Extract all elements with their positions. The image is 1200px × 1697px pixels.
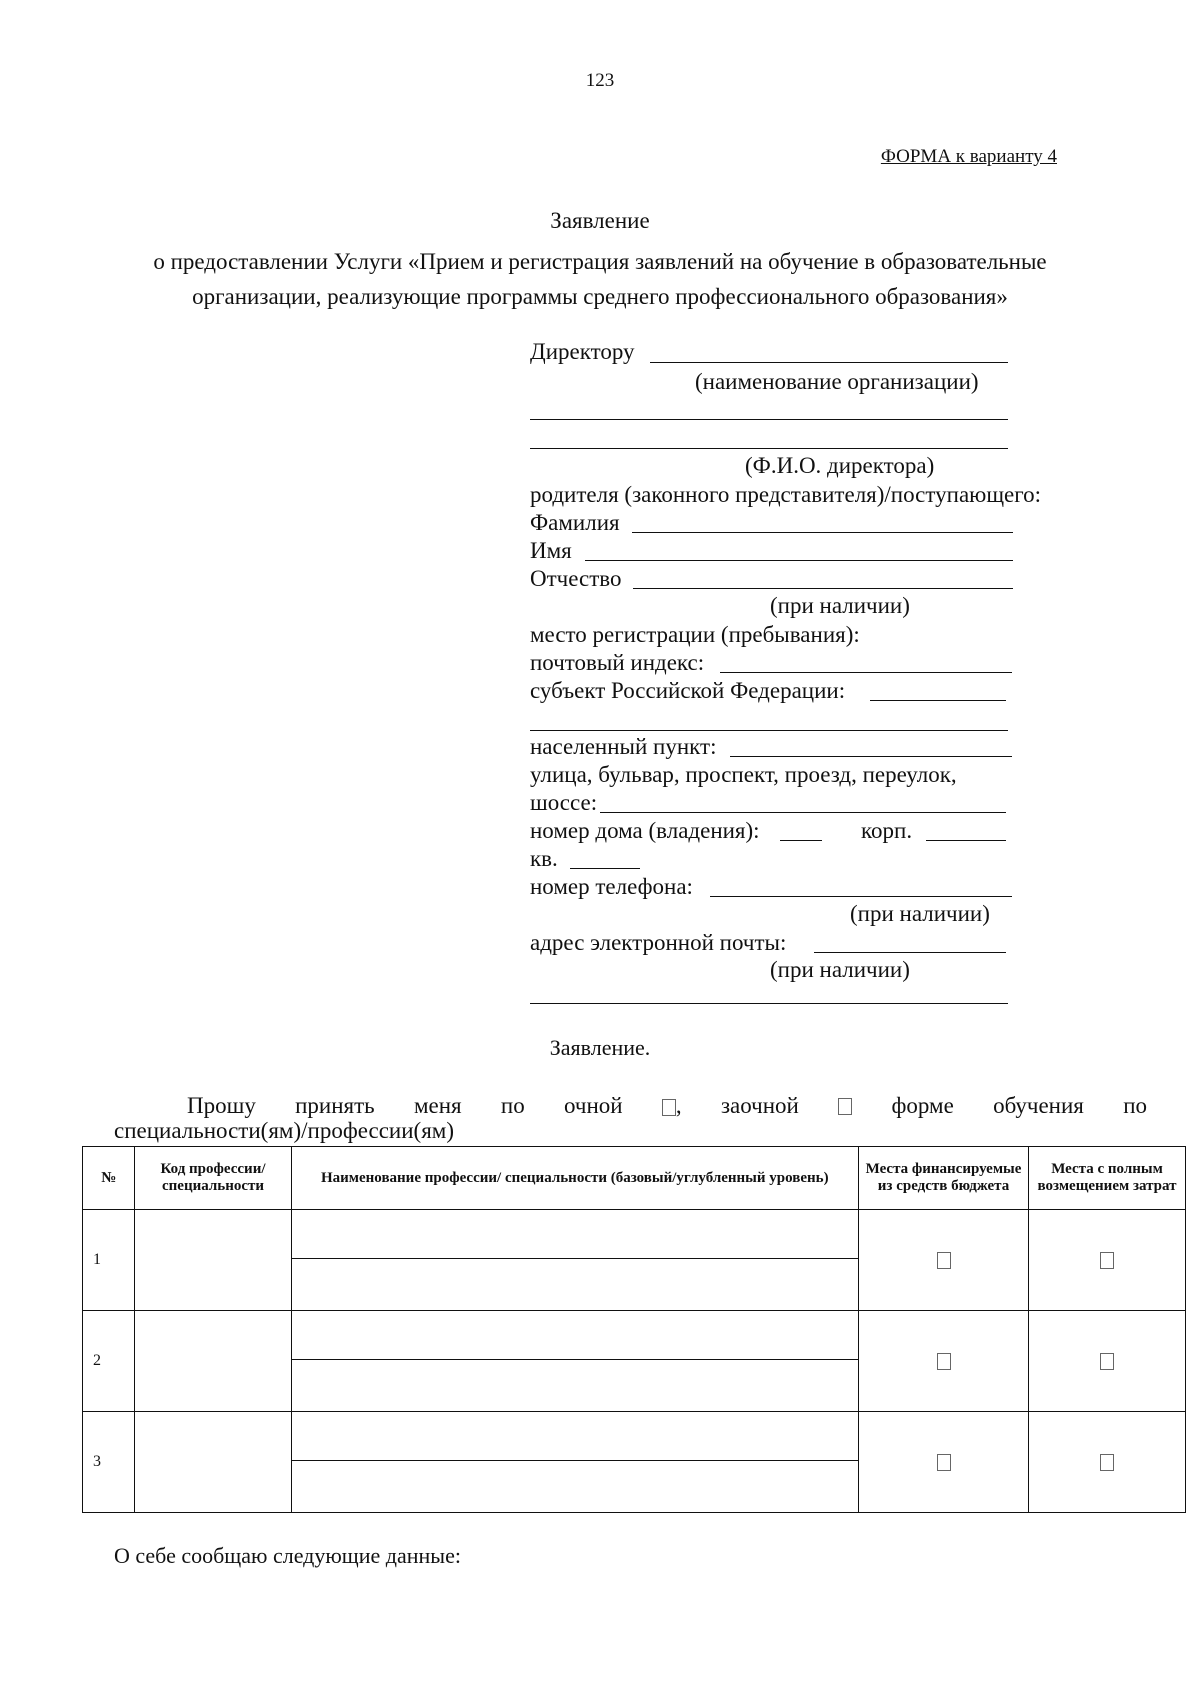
request-word-6: форме bbox=[891, 1093, 954, 1118]
request-line-2: специальности(ям)/профессии(ям) bbox=[114, 1118, 454, 1143]
paid-checkbox[interactable] bbox=[1100, 1252, 1114, 1269]
full-time-option bbox=[662, 1093, 682, 1119]
name-cell-divider bbox=[292, 1258, 858, 1259]
header-code: Код профессии/ специальности bbox=[135, 1147, 291, 1210]
subject-label: субъект Российской Федерации: bbox=[530, 678, 846, 703]
request-word-4: по bbox=[500, 1093, 525, 1118]
name-cell[interactable] bbox=[291, 1210, 858, 1311]
apartment-label: кв. bbox=[530, 846, 558, 871]
header-name: Наименование профессии/ специальности (базовый/углубленный уровень) bbox=[291, 1147, 858, 1210]
row-number: 3 bbox=[83, 1412, 135, 1513]
budget-checkbox[interactable] bbox=[937, 1252, 951, 1269]
form-label: ФОРМА к варианту 4 bbox=[880, 146, 1057, 167]
apartment-field[interactable] bbox=[570, 868, 640, 869]
specialty-table bbox=[82, 1146, 1186, 1513]
name-cell[interactable] bbox=[291, 1311, 858, 1412]
table-row bbox=[83, 1412, 1186, 1513]
surname-label: Фамилия bbox=[530, 510, 620, 535]
paid-cell bbox=[1029, 1210, 1186, 1311]
table-header-row bbox=[83, 1147, 1186, 1210]
table-row bbox=[83, 1311, 1186, 1412]
subtitle-line-2: организации, реализующие программы среднего профессионального образования» bbox=[192, 284, 1008, 309]
phone-field[interactable] bbox=[710, 896, 1012, 897]
name-cell-divider bbox=[292, 1359, 858, 1360]
paid-cell bbox=[1029, 1412, 1186, 1513]
code-cell[interactable] bbox=[135, 1311, 291, 1412]
subject-field[interactable] bbox=[870, 700, 1006, 701]
building-label: корп. bbox=[861, 818, 913, 843]
name-cell-divider bbox=[292, 1460, 858, 1461]
if-any-caption-1: (при наличии) bbox=[770, 593, 910, 618]
patronymic-label: Отчество bbox=[530, 566, 622, 591]
code-cell[interactable] bbox=[135, 1210, 291, 1311]
code-cell[interactable] bbox=[135, 1412, 291, 1513]
request-word-3: меня bbox=[413, 1093, 462, 1118]
highway-label: шоссе: bbox=[530, 790, 598, 815]
budget-cell bbox=[859, 1210, 1029, 1311]
request-line bbox=[187, 1093, 1147, 1119]
row-number: 1 bbox=[83, 1210, 135, 1311]
locality-field[interactable] bbox=[730, 756, 1012, 757]
subtitle-line-1: о предоставлении Услуги «Прием и регистрация заявлений на обучение в образовательные bbox=[153, 249, 1047, 274]
request-word-2: принять bbox=[295, 1093, 375, 1118]
statement-heading: Заявление. bbox=[549, 1035, 651, 1060]
parent-label: родителя (законного представителя)/поступающего: bbox=[530, 482, 1042, 507]
house-label: номер дома (владения): bbox=[530, 818, 760, 843]
budget-checkbox[interactable] bbox=[937, 1454, 951, 1471]
house-field[interactable] bbox=[780, 840, 822, 841]
name-field[interactable] bbox=[585, 560, 1013, 561]
email-field[interactable] bbox=[814, 952, 1006, 953]
footer-text: О себе сообщаю следующие данные: bbox=[114, 1543, 461, 1568]
document-title: Заявление bbox=[550, 208, 650, 233]
request-word-5: очной bbox=[564, 1093, 623, 1118]
director-org-field[interactable] bbox=[650, 362, 1008, 363]
patronymic-field[interactable] bbox=[633, 588, 1013, 589]
request-comma: , bbox=[675, 1093, 682, 1118]
if-any-caption-3: (при наличии) bbox=[770, 957, 910, 982]
header-budget: Места финансируемые из средств бюджета bbox=[859, 1147, 1029, 1210]
paid-checkbox[interactable] bbox=[1100, 1353, 1114, 1370]
building-field[interactable] bbox=[926, 840, 1006, 841]
table-body bbox=[83, 1210, 1186, 1513]
request-word-8: по bbox=[1123, 1093, 1147, 1118]
budget-checkbox[interactable] bbox=[937, 1353, 951, 1370]
table-row bbox=[83, 1210, 1186, 1311]
request-word-zaochnoy: заочной bbox=[720, 1093, 799, 1118]
street-field[interactable] bbox=[600, 812, 1006, 813]
director-label: Директору bbox=[530, 339, 635, 364]
director-fio-field[interactable] bbox=[530, 448, 1008, 449]
postcode-label: почтовый индекс: bbox=[530, 650, 705, 675]
name-cell[interactable] bbox=[291, 1412, 858, 1513]
row-number: 2 bbox=[83, 1311, 135, 1412]
page-number: 123 bbox=[585, 70, 615, 91]
request-word-7: обучения bbox=[993, 1093, 1084, 1118]
registration-label: место регистрации (пребывания): bbox=[530, 622, 860, 647]
surname-field[interactable] bbox=[632, 532, 1013, 533]
request-word-1: Прошу bbox=[187, 1093, 256, 1118]
org-extra-field[interactable] bbox=[530, 419, 1008, 420]
part-time-checkbox[interactable] bbox=[838, 1098, 852, 1115]
subject-extra-field[interactable] bbox=[530, 730, 1008, 731]
header-paid: Места с полным возмещением затрат bbox=[1029, 1147, 1186, 1210]
phone-label: номер телефона: bbox=[530, 874, 693, 899]
budget-cell bbox=[859, 1311, 1029, 1412]
budget-cell bbox=[859, 1412, 1029, 1513]
header-num: № bbox=[83, 1147, 135, 1210]
name-label: Имя bbox=[530, 538, 572, 563]
full-time-checkbox[interactable] bbox=[662, 1099, 676, 1116]
email-label: адрес электронной почты: bbox=[530, 930, 787, 955]
director-fio-caption: (Ф.И.О. директора) bbox=[745, 453, 935, 478]
street-label: улица, бульвар, проспект, проезд, переулок, bbox=[530, 762, 957, 787]
locality-label: населенный пункт: bbox=[530, 734, 717, 759]
postcode-field[interactable] bbox=[720, 672, 1012, 673]
org-caption: (наименование организации) bbox=[695, 369, 979, 394]
paid-checkbox[interactable] bbox=[1100, 1454, 1114, 1471]
paid-cell bbox=[1029, 1311, 1186, 1412]
signature-extra-field[interactable] bbox=[530, 1003, 1008, 1004]
if-any-caption-2: (при наличии) bbox=[850, 901, 990, 926]
